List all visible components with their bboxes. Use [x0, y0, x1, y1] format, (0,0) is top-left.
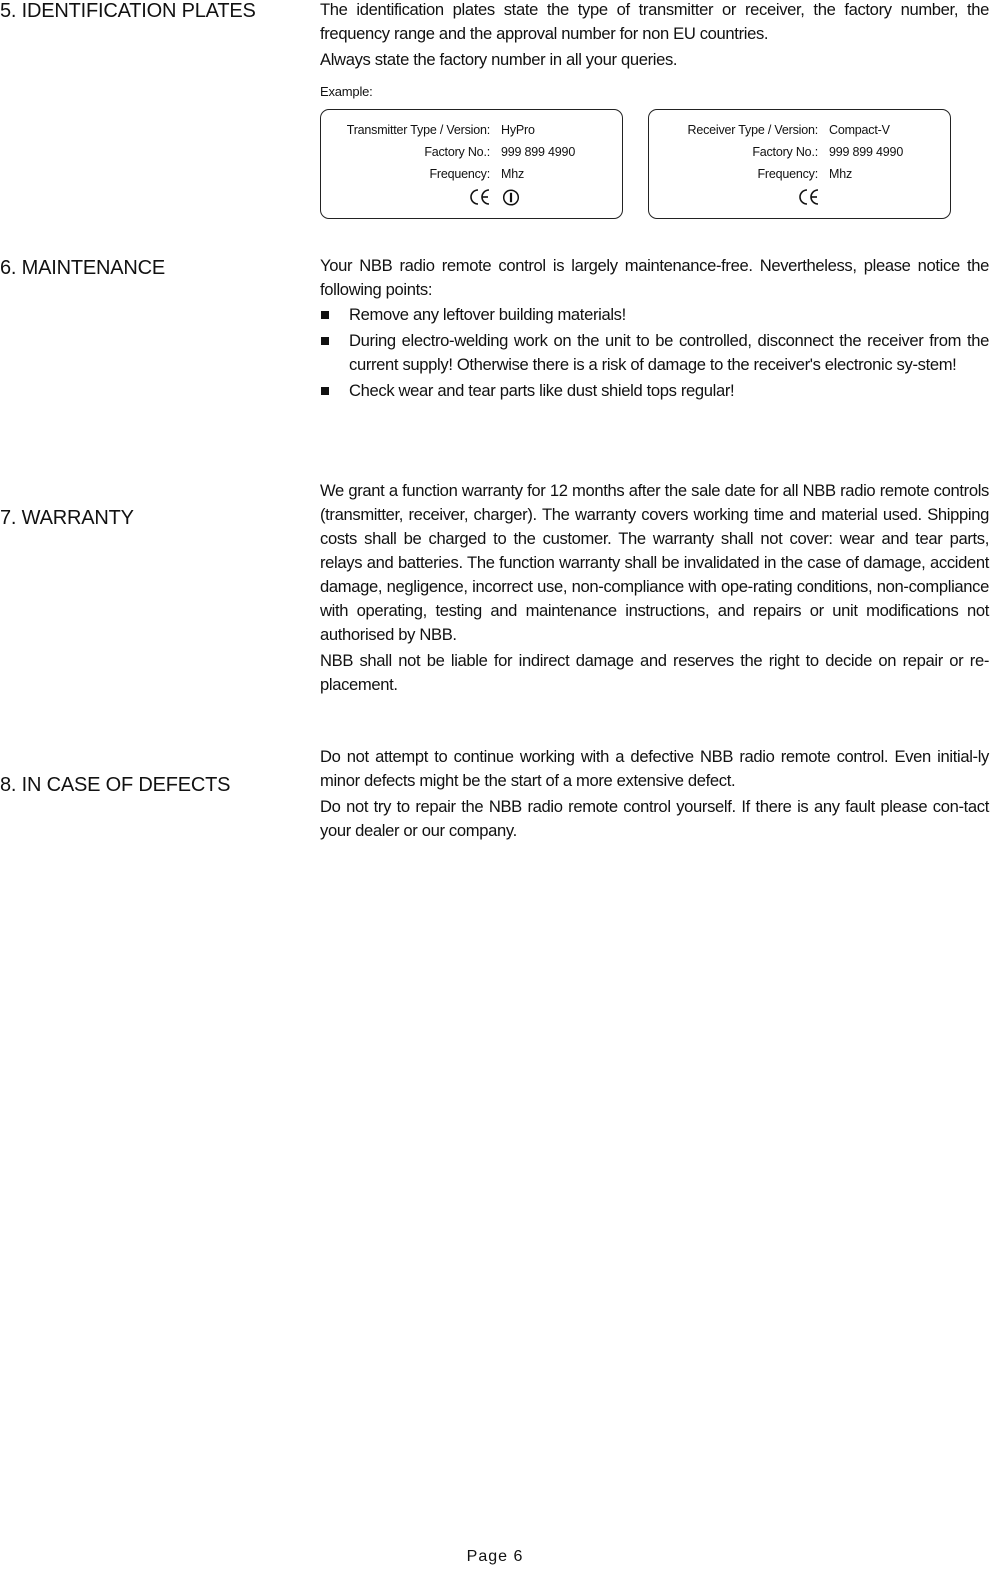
paragraph: Your NBB radio remote control is largely maintenance-free. Nevertheless, please notice the following points:: [320, 256, 989, 299]
paragraph: We grant a function warranty for 12 months after the sale date for all NBB radio remote controls (transmitter, receiver, charger). The warranty covers working time and material used. Shipping costs shall be charged to the customer. The warranty shall not cover: wear and tear parts, relays and batteries. The function warranty shall be invalidated in the case of damage, accident damage, negligence, incorrect use, non-compliance with ope-rating conditions, non-compliance with operating, testing and maintenance instructions, and repairs or unit modifications not authorised by NBB.: [320, 481, 989, 644]
plate-value: 999 899 4990: [501, 145, 576, 159]
alert-class-icon: [502, 189, 520, 206]
plate-value: 999 899 4990: [829, 145, 904, 159]
plate-value: Mhz: [501, 167, 525, 181]
defects-text: [320, 745, 989, 843]
plate-label: Frequency:: [429, 167, 490, 181]
section-heading-warranty: 7. WARRANTY: [0, 507, 134, 529]
example-label: Example:: [320, 84, 373, 99]
maintenance-list: [320, 303, 989, 403]
ce-mark-icon: [469, 188, 491, 206]
transmitter-identification-plate: [320, 109, 623, 219]
page-number: Page 6: [466, 1548, 524, 1565]
plate-label: Factory No.:: [424, 145, 490, 159]
section-heading-maintenance: 6. MAINTENANCE: [0, 257, 166, 279]
paragraph: Do not attempt to continue working with a defective NBB radio remote control. Even initial-ly minor defects might be the start of a more extensive defect.: [320, 747, 989, 790]
receiver-identification-plate: [648, 109, 951, 219]
plate-value: Compact-V: [829, 123, 890, 137]
paragraph: NBB shall not be liable for indirect damage and reserves the right to decide on repair or re-placement.: [320, 651, 989, 694]
list-item: Check wear and tear parts like dust shield tops regular!: [320, 379, 989, 403]
plate-label: Transmitter Type / Version:: [346, 123, 490, 137]
ce-mark-icon: [798, 188, 820, 206]
section-heading-identification-plates: 5. IDENTIFICATION PLATES: [0, 0, 256, 22]
section-heading-in-case-of-defects: 8. IN CASE OF DEFECTS: [0, 774, 231, 796]
paragraph: The identification plates state the type of transmitter or receiver, the factory number, the frequency range and the approval number for non EU countries.: [320, 0, 989, 43]
plate-label: Frequency:: [757, 167, 818, 181]
identification-plates-text: [320, 0, 989, 72]
plate-value: Mhz: [829, 167, 853, 181]
plate-label: Receiver Type / Version:: [687, 123, 818, 137]
plate-label: Factory No.:: [752, 145, 818, 159]
list-item: Remove any leftover building materials!: [320, 303, 989, 327]
plate-value: HyPro: [501, 123, 535, 137]
paragraph: Do not try to repair the NBB radio remote control yourself. If there is any fault please con-tact your dealer or our company.: [320, 797, 989, 840]
warranty-text: [320, 479, 989, 697]
maintenance-text: [320, 254, 989, 403]
paragraph: Always state the factory number in all your queries.: [320, 50, 678, 69]
list-item: During electro-welding work on the unit to be controlled, disconnect the receiver from the current supply! Otherwise there is a risk of damage to the receiver's electronic sy-stem!: [320, 329, 989, 377]
